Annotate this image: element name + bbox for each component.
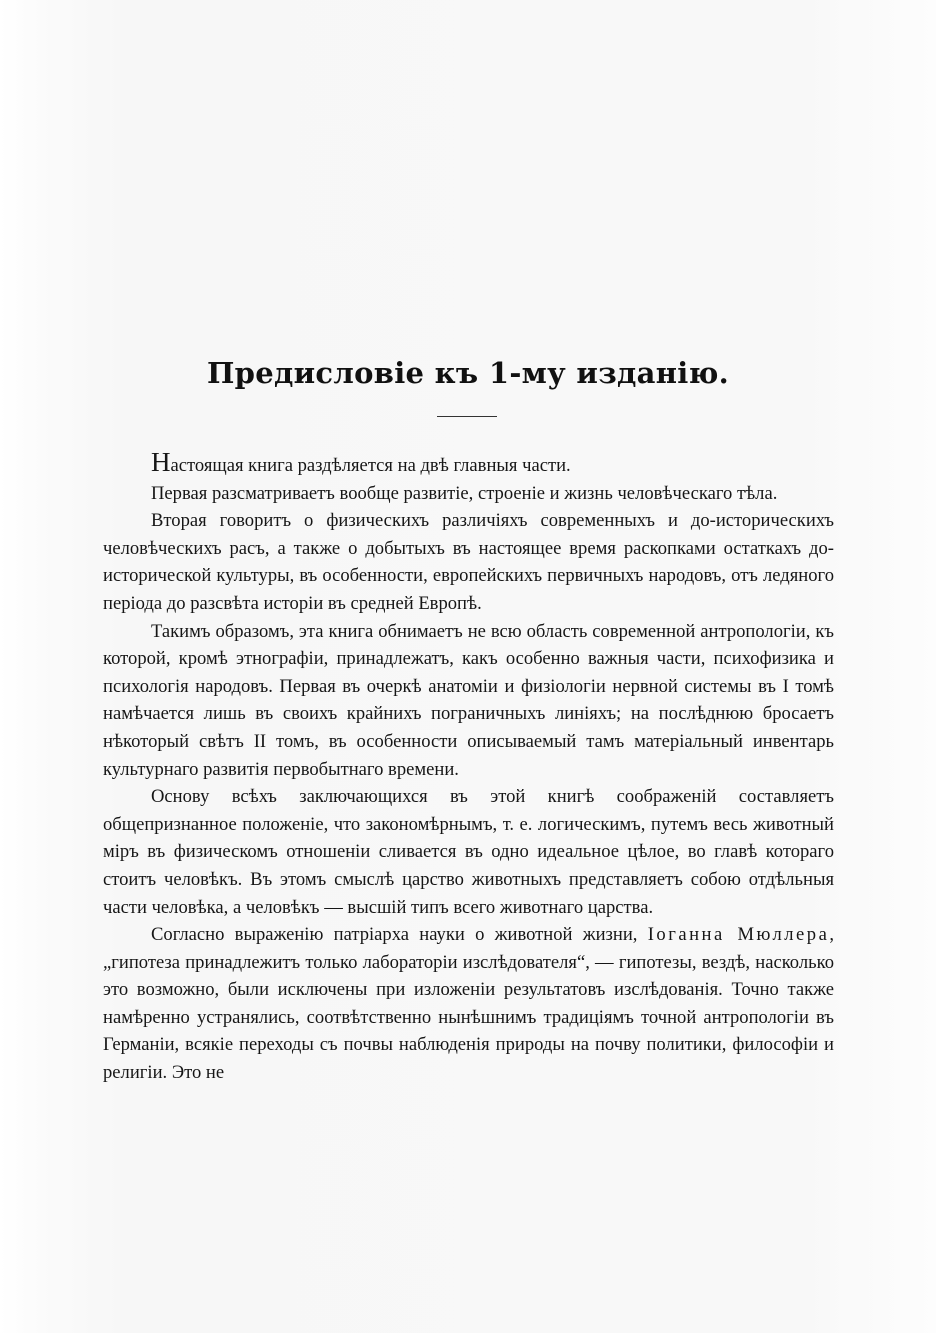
page-title: Предисловіе къ 1-му изданію. <box>206 356 730 390</box>
author-name: Іоганна Мюллера <box>647 924 830 946</box>
paragraph-6 <box>103 921 834 1087</box>
paragraph-1 <box>103 449 834 480</box>
body-text <box>103 449 834 1087</box>
paragraph-3: Вторая говоритъ о физическихъ различіяхъ современныхъ и до-историческихъ человѣческихъ расъ, а также о добытыхъ въ настоящее время раскопками остаткахъ до-исторической культуры, въ особенности, европейскихъ первичныхъ народовъ, отъ ледяного періода до разсвѣта исторіи въ средней Европѣ. <box>103 510 834 614</box>
paragraph-2: Первая разсматриваетъ вообще развитіе, строеніе и жизнь человѣческаго тѣла. <box>151 482 778 504</box>
title-divider <box>437 416 497 417</box>
paragraph-1-text: астоящая книга раздѣляется на двѣ главныя части. <box>170 455 571 476</box>
paragraph-6-rest: , „гипотеза принадлежитъ только лабораторіи изслѣдователя“, — гипотезы, вездѣ, насколько это возможно, были исключены при изложеніи результатовъ изслѣдованія. Точно также намѣренно устранялись, соотвѣтственно нынѣшнимъ традиціямъ точной антропологіи въ Германіи, всякіе переходы съ почвы наблюденія природы на почву политики, философіи и религіи. Это не <box>103 924 834 1084</box>
paragraph-6-start: Согласно выраженію патріарха науки о животной жизни, <box>151 924 648 946</box>
paragraph-5: Основу всѣхъ заключающихся въ этой книгѣ соображеній составляетъ общепризнанное положеніе, что закономѣрнымъ, т. е. логическимъ, путемъ весь животный міръ въ физическомъ отношеніи сливается въ одно идеальное цѣлое, во главѣ котораго стоитъ человѣкъ. Въ этомъ смыслѣ царство животныхъ представляетъ собою отдѣльныя части человѣка, а человѣкъ — высшій типъ всего животнаго царства. <box>103 786 834 918</box>
initial-letter: Н <box>151 447 171 477</box>
paragraph-4: Такимъ образомъ, эта книга обнимаетъ не всю область современной антропологіи, къ которой, кромѣ этнографіи, принадлежатъ, какъ особенно важныя части, психофизика и психологія народовъ. Первая въ очеркѣ анатоміи и физіологіи нервной системы въ I томѣ намѣчается лишь въ своихъ крайнихъ пограничныхъ линіяхъ; на послѣднюю бросаетъ нѣкоторый свѣтъ II томъ, въ особенности описываемый тамъ матеріальный инвентарь культурнаго развитія первобытнаго времени. <box>103 620 834 780</box>
